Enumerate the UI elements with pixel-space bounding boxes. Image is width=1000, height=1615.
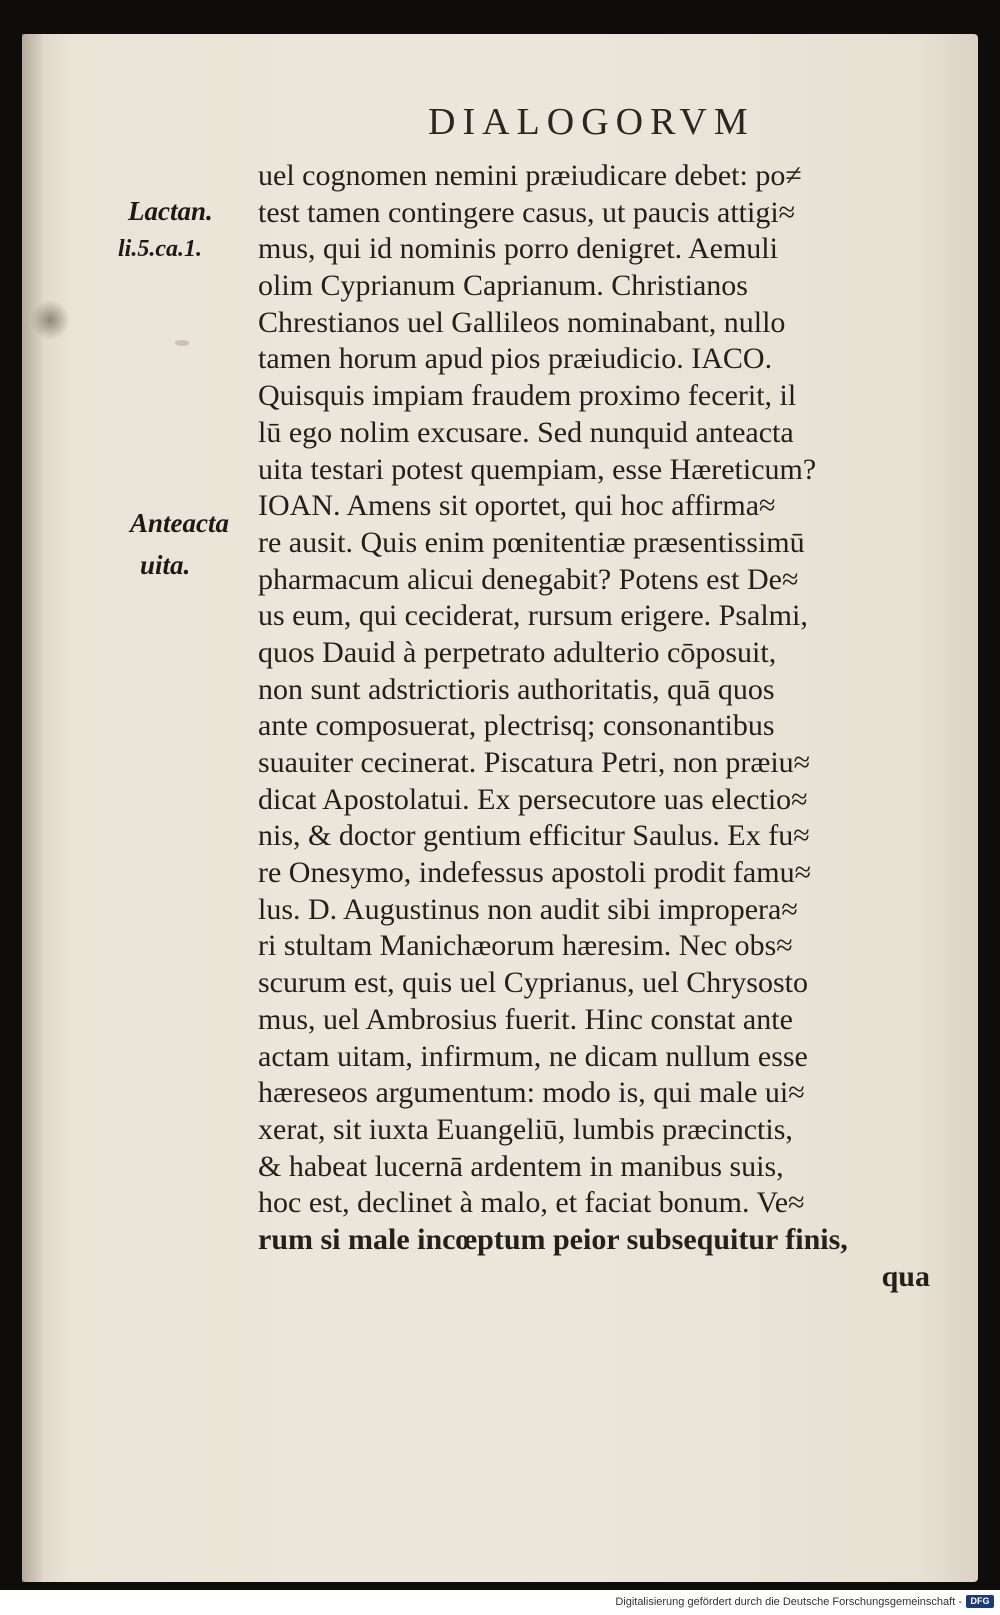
text-line: dicat Apostolatui. Ex persecutore uas electio≈ bbox=[258, 782, 808, 816]
margin-note-uita: uita. bbox=[140, 550, 191, 580]
text-line: xerat, sit iuxta Euangeliū, lumbis præcinctis, bbox=[258, 1112, 793, 1146]
text-line: hoc est, declinet à malo, et faciat bonum. Ve≈ bbox=[258, 1186, 805, 1220]
text-line: uel cognomen nemini præiudicare debet: po≠ bbox=[258, 159, 802, 192]
text-line: scurum est, quis uel Cyprianus, uel Chrysosto bbox=[258, 966, 808, 1000]
text-line: Quisquis impiam fraudem proximo fecerit, il bbox=[258, 379, 797, 413]
text-line: olim Cyprianum Caprianum. Christianos bbox=[258, 269, 748, 303]
text-line: rum si male incœptum peior subsequitur finis, bbox=[258, 1222, 848, 1256]
text-line: us eum, qui ceciderat, rursum erigere. Psalmi, bbox=[258, 599, 808, 633]
ink-stain bbox=[30, 300, 70, 340]
text-line: test tamen contingere casus, ut paucis attigi≈ bbox=[258, 195, 796, 229]
text-line: lū ego nolim excusare. Sed nunquid anteacta bbox=[258, 415, 794, 449]
margin-note-lactan: Lactan. bbox=[128, 196, 213, 226]
text-line: re ausit. Quis enim pœnitentiæ præsentissimū bbox=[258, 525, 805, 559]
main-text bbox=[258, 158, 968, 1295]
text-line: mus, qui id nominis porro denigret. Aemuli bbox=[258, 232, 778, 266]
text-line: mus, uel Ambrosius fuerit. Hinc constat ante bbox=[258, 1002, 793, 1036]
text-line: ante composuerat, plectrisq; consonantibus bbox=[258, 709, 775, 743]
margin-note-anteacta: Anteacta bbox=[130, 508, 229, 538]
page-gutter-shadow bbox=[22, 34, 42, 1582]
dfg-logo-icon: DFG bbox=[966, 1595, 994, 1608]
text-line: hæreseos argumentum: modo is, qui male ui≈ bbox=[258, 1076, 805, 1110]
text-line: re Onesymo, indefessus apostoli prodit famu≈ bbox=[258, 856, 812, 890]
text-line: IOAN. Amens sit oportet, qui hoc affirma≈ bbox=[258, 489, 776, 523]
text-line: Chrestianos uel Gallileos nominabant, nullo bbox=[258, 305, 786, 339]
text-line: & habeat lucernā ardentem in manibus suis, bbox=[258, 1149, 784, 1183]
text-line: suauiter cecinerat. Piscatura Petri, non præiu≈ bbox=[258, 746, 811, 779]
text-line: ri stultam Manichæorum hæresim. Nec obs≈ bbox=[258, 929, 793, 963]
margin-note-lactan-ref: li.5.ca.1. bbox=[118, 236, 202, 262]
text-line: actam uitam, infirmum, ne dicam nullum esse bbox=[258, 1039, 808, 1073]
ink-stain bbox=[175, 340, 189, 346]
text-line: uita testari potest quempiam, esse Hæreticum? bbox=[258, 452, 817, 486]
text-line: quos Dauid à perpetrato adulterio cōposuit, bbox=[258, 635, 777, 669]
catchword: qua bbox=[881, 1259, 930, 1293]
text-line: lus. D. Augustinus non audit sibi impropera≈ bbox=[258, 892, 798, 926]
text-line: tamen horum apud pios præiudicio. IACO. bbox=[258, 342, 773, 376]
digitization-credit: Digitalisierung gefördert durch die Deutsche Forschungsgemeinschaft - bbox=[615, 1596, 962, 1608]
running-head: DIALOGORVM bbox=[428, 101, 755, 143]
text-line: pharmacum alicui denegabit? Potens est De≈ bbox=[258, 562, 799, 596]
text-line: non sunt adstrictioris authoritatis, quā quos bbox=[258, 672, 775, 706]
text-line: nis, & doctor gentium efficitur Saulus. Ex fu≈ bbox=[258, 819, 810, 853]
